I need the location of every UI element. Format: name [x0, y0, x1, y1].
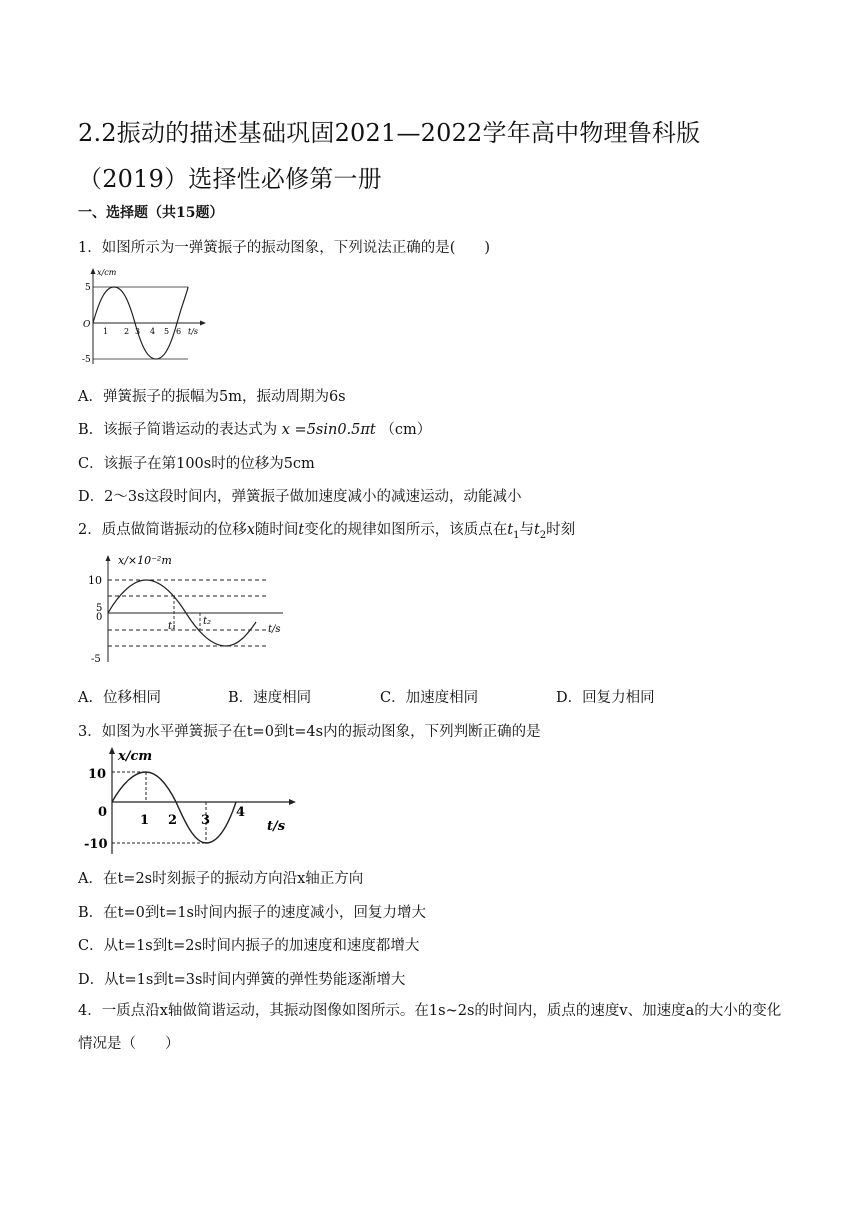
q2-option-c: C．加速度相同 — [380, 690, 479, 706]
q2-stem-x: x — [246, 522, 255, 538]
q1-xtick-3: 3 — [135, 327, 141, 336]
q3-xtick-4: 4 — [236, 805, 246, 820]
q3-y0: 0 — [98, 805, 108, 820]
q2-stem-mid3: 与 — [519, 522, 534, 538]
q2-stem-t1: t — [507, 522, 514, 538]
q4-stem: 4．一质点沿x轴做简谐运动，其振动图像如图所示。在1s~2s的时间内，质点的速度v、加速度a的大小的变化情况是（ ） — [78, 1003, 782, 1052]
q2-xlabel: t/s — [268, 624, 281, 635]
q2-y5: 5 — [96, 603, 103, 614]
q2-stem-mid2: 变化的规律如图所示，该质点在 — [304, 522, 508, 538]
q2-stem-t: t — [298, 522, 305, 538]
q3-y10: 10 — [88, 767, 107, 782]
q2-t2-label: t₂ — [203, 616, 212, 627]
q3-xtick-1: 1 — [140, 813, 150, 828]
q2-stem-pre: 2．质点做简谐振动的位移 — [78, 522, 247, 538]
q3-option-c: C．从t=1s到t=2s时间内振子的加速度和速度都增大 — [78, 938, 420, 954]
q1-xtick-2: 2 — [124, 327, 130, 336]
q2-option-a: A．位移相同 — [78, 690, 161, 706]
q3-xtick-2: 2 — [168, 813, 178, 828]
q2-ylabel: x/×10⁻²m — [118, 554, 172, 567]
q1-option-a: A．弹簧振子的振幅为5m，振动周期为6s — [78, 389, 346, 405]
q3-xlabel: t/s — [267, 819, 286, 834]
q1-ymax: 5 — [85, 283, 91, 293]
section-heading: 一、选择题（共15题） — [78, 205, 224, 221]
q2-option-b: B．速度相同 — [228, 690, 312, 706]
q1-option-c: C．该振子在第100s时的位移为5cm — [78, 456, 315, 472]
q3-ylabel: x/cm — [118, 749, 153, 764]
q2-y0: 0 — [96, 612, 103, 623]
q2-stem — [78, 518, 575, 541]
q3-xtick-3: 3 — [201, 813, 211, 828]
q1-option-b-pre: B．该振子简谐运动的表达式为 — [78, 422, 278, 438]
q3-ym10: -10 — [84, 837, 108, 852]
q2-t1-label: t₁ — [168, 621, 177, 632]
q1-option-d: D．2～3s这段时间内，弹簧振子做加速度减小的减速运动，动能减小 — [78, 489, 522, 505]
q1-ymin: -5 — [82, 355, 91, 365]
q1-ylabel: x/cm — [97, 268, 117, 277]
q3-option-b: B．在t=0到t=1s时间内振子的速度减小，回复力增大 — [78, 905, 426, 921]
q3-stem: 3．如图为水平弹簧振子在t=0到t=4s内的振动图象，下列判断正确的是 — [78, 724, 541, 740]
q3-option-d: D．从t=1s到t=3s时间内弹簧的弹性势能逐渐增大 — [78, 972, 406, 988]
q1-xtick-6: 6 — [176, 327, 182, 336]
q1-graph — [84, 264, 208, 370]
document-title: 2.2振动的描述基础巩固2021—2022学年高中物理鲁科版（2019）选择性必修第一册 — [78, 119, 701, 193]
q2-stem-post: 时刻 — [546, 522, 576, 538]
q1-origin: O — [83, 320, 91, 330]
q2-stem-t2: t — [533, 522, 540, 538]
q1-option-b-post: （cm） — [380, 422, 432, 438]
q2-stem-mid1: 随时间 — [254, 522, 299, 538]
q2-stem-t1-sub: 1 — [513, 529, 520, 541]
q1-option-b-expr: x =5sin0.5πt — [281, 422, 376, 438]
q2-graph — [88, 550, 298, 668]
q2-y10: 10 — [88, 574, 102, 587]
q2-stem-t2-sub: 2 — [539, 529, 547, 541]
q3-graph — [84, 744, 302, 858]
q1-xtick-1: 1 — [103, 327, 109, 336]
q2-option-d: D．回复力相同 — [556, 690, 655, 706]
q1-xtick-4: 4 — [150, 327, 156, 336]
q2-ym5: -5 — [91, 654, 101, 665]
q1-stem: 1．如图所示为一弹簧振子的振动图象，下列说法正确的是( ) — [78, 240, 491, 256]
q1-option-b — [78, 418, 431, 439]
q1-xlabel: t/s — [188, 327, 199, 336]
q1-xtick-5: 5 — [164, 327, 170, 336]
q2-options — [78, 686, 655, 707]
q3-option-a: A．在t=2s时刻振子的振动方向沿x轴正方向 — [78, 871, 364, 887]
